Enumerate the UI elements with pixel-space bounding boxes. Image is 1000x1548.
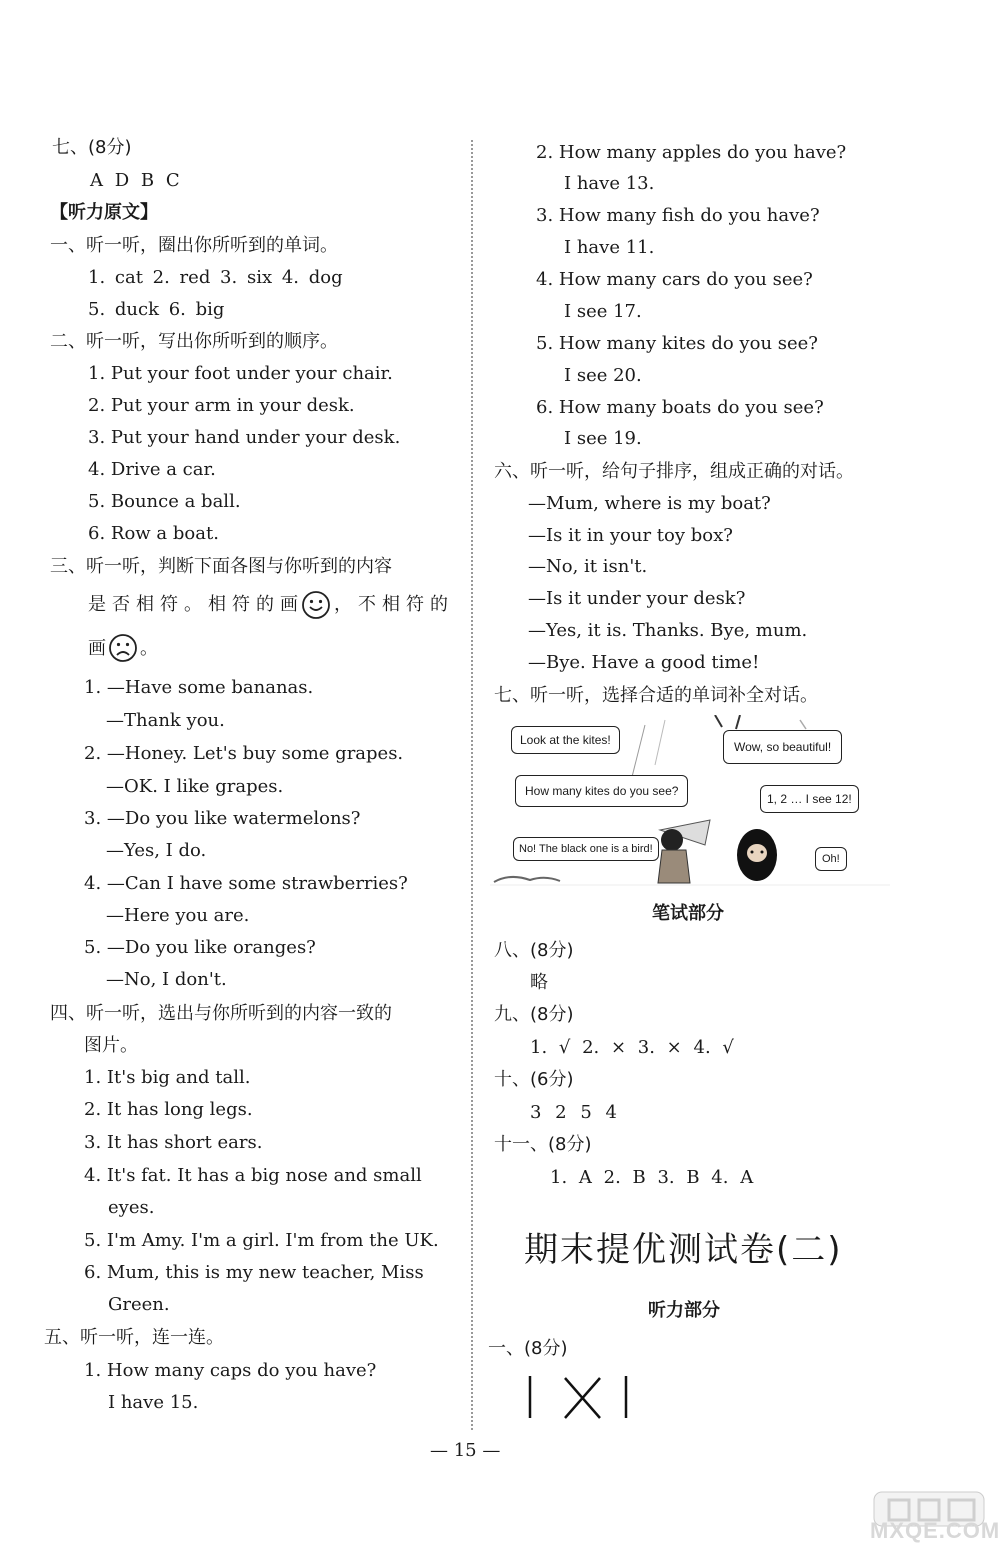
list-item: 1. Put your foot under your chair.: [88, 363, 393, 384]
list-item: —Is it in your toy box?: [528, 525, 733, 546]
list-item: 5. How many kites do you see?: [536, 333, 818, 354]
list-item: 2. —Honey. Let's buy some grapes.: [84, 743, 404, 764]
list-item: 2. Put your arm in your desk.: [88, 395, 355, 416]
list-item: 3. It has short ears.: [84, 1132, 263, 1153]
list-item: 5. Bounce a ball.: [88, 491, 241, 512]
q3-heading-line-2a: 是否相符。相符的画: [88, 594, 304, 615]
list-item: 3. —Do you like watermelons?: [84, 808, 361, 829]
list-item: I have 13.: [564, 173, 655, 194]
q4-heading-line-2: 图片。: [84, 1035, 138, 1056]
q8-heading: 八、(8分): [494, 940, 574, 961]
q1-line-2: 5. duck 6. big: [88, 299, 225, 320]
q7-heading: 七、听一听，选择合适的单词补全对话。: [494, 685, 818, 706]
section-7-heading: 七、(8分): [52, 137, 132, 158]
speech-bubble: How many kites do you see?: [515, 775, 688, 807]
q6-heading: 六、听一听，给句子排序，组成正确的对话。: [494, 461, 854, 482]
smiley-face-icon: [301, 590, 331, 620]
written-part-heading: 笔试部分: [652, 903, 724, 924]
q3-heading-line-2b: ，不相符的: [334, 594, 454, 615]
list-item: —OK. I like grapes.: [106, 776, 284, 797]
q3-heading-line-3: 画: [88, 638, 106, 659]
list-item: 6. How many boats do you see?: [536, 397, 824, 418]
q3-heading: 三、听一听，判断下面各图与你听到的内容: [50, 556, 392, 577]
q3-heading-line-3-end: 。: [140, 638, 158, 659]
speech-bubble: Look at the kites!: [511, 726, 620, 754]
q9-heading: 九、(8分): [494, 1004, 574, 1025]
speech-bubble: 1, 2 … I see 12!: [760, 785, 859, 813]
q5-heading: 五、听一听，连一连。: [44, 1327, 224, 1348]
list-item: 3. How many fish do you have?: [536, 205, 820, 226]
q1-heading: 一、听一听，圈出你所听到的单词。: [50, 235, 338, 256]
list-item: 3. Put your hand under your desk.: [88, 427, 401, 448]
list-item: —Thank you.: [106, 710, 225, 731]
sad-face-icon: [108, 633, 138, 663]
q9-answers: 1. √ 2. × 3. × 4. √: [530, 1037, 734, 1058]
list-item: 1. —Have some bananas.: [84, 677, 314, 698]
list-item: 6. Mum, this is my new teacher, Miss: [84, 1262, 424, 1283]
q10-answers: 3 2 5 4: [530, 1102, 617, 1123]
q8-answer: 略: [530, 972, 548, 993]
answer-marks-drawing: [520, 1372, 640, 1422]
page-number: — 15 —: [430, 1440, 501, 1461]
list-item: 6. Row a boat.: [88, 523, 219, 544]
r1-heading: 一、(8分): [488, 1338, 568, 1359]
listening-part-heading: 听力部分: [648, 1300, 720, 1321]
q11-heading: 十一、(8分): [494, 1134, 592, 1155]
list-item: 4. —Can I have some strawberries?: [84, 873, 408, 894]
list-item: I have 11.: [564, 237, 655, 258]
q4-heading: 四、听一听，选出与你所听到的内容一致的: [50, 1003, 392, 1024]
list-item: 2. It has long legs.: [84, 1099, 253, 1120]
list-item: —No, I don't.: [106, 969, 227, 990]
list-item: I see 19.: [564, 428, 642, 449]
list-item: I see 20.: [564, 365, 642, 386]
speech-bubble: Oh!: [815, 847, 847, 871]
list-item: 2. How many apples do you have?: [536, 142, 847, 163]
list-item: 5. —Do you like oranges?: [84, 937, 316, 958]
list-item: —Bye. Have a good time!: [528, 652, 760, 673]
list-item: —Here you are.: [106, 905, 250, 926]
listening-script-heading: 【听力原文】: [50, 202, 158, 223]
watermark-text: MXQE.COM: [870, 1518, 1000, 1543]
exam-title: 期末提优测试卷(二): [524, 1230, 843, 1270]
list-item: 5. I'm Amy. I'm a girl. I'm from the UK.: [84, 1230, 439, 1251]
list-item: —Is it under your desk?: [528, 588, 746, 609]
q11-answers: 1. A 2. B 3. B 4. A: [550, 1167, 754, 1188]
list-item: 1. How many caps do you have?: [84, 1360, 377, 1381]
speech-bubble: Wow, so beautiful!: [723, 730, 842, 764]
list-item: I see 17.: [564, 301, 642, 322]
q10-heading: 十、(6分): [494, 1069, 574, 1090]
list-item: 4. It's fat. It has a big nose and small: [84, 1165, 422, 1186]
column-divider: [471, 140, 473, 1430]
q2-heading: 二、听一听，写出你所听到的顺序。: [50, 331, 338, 352]
list-item: Green.: [108, 1294, 170, 1315]
list-item: —Yes, it is. Thanks. Bye, mum.: [528, 620, 808, 641]
list-item: —Mum, where is my boat?: [528, 493, 771, 514]
list-item: 4. How many cars do you see?: [536, 269, 813, 290]
list-item: 1. It's big and tall.: [84, 1067, 251, 1088]
list-item: I have 15.: [108, 1392, 199, 1413]
section-7-answers: A D B C: [90, 170, 180, 191]
list-item: —No, it isn't.: [528, 556, 648, 577]
list-item: —Yes, I do.: [106, 840, 207, 861]
list-item: eyes.: [108, 1197, 155, 1218]
speech-bubble: No! The black one is a bird!: [513, 837, 659, 861]
list-item: 4. Drive a car.: [88, 459, 216, 480]
q1-line-1: 1. cat 2. red 3. six 4. dog: [88, 267, 343, 288]
